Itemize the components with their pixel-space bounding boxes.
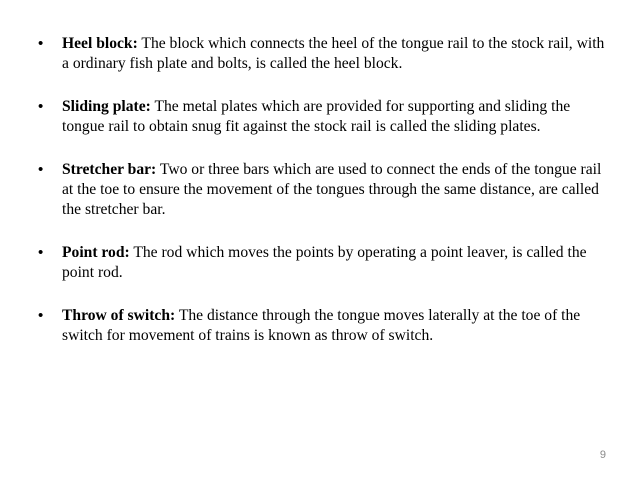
bullet-term: Throw of switch: [62, 307, 176, 324]
bullet-item-heel-block [38, 34, 610, 74]
bullet-item-throw-of-switch [38, 306, 610, 346]
bullet-item-stretcher-bar [38, 160, 610, 220]
bullet-term: Stretcher bar: [62, 161, 157, 178]
bullet-text: The metal plates which are provided for supporting and sliding the tongue rail to obtain snug fit against the stock rail is called the sliding plates. [62, 98, 571, 135]
bullet-icon: • [38, 98, 44, 115]
bullet-icon: • [38, 35, 44, 52]
bullet-term: Sliding plate: [62, 98, 151, 115]
bullet-term: Heel block: [62, 35, 138, 52]
bullet-icon: • [38, 307, 44, 324]
bullet-item-sliding-plate [38, 97, 610, 137]
bullet-text: The block which connects the heel of the tongue rail to the stock rail, with a ordinary fish plate and bolts, is called the heel block. [62, 35, 605, 72]
bullet-term: Point rod: [62, 244, 130, 261]
bullet-icon: • [38, 244, 44, 261]
bullet-item-point-rod [38, 243, 610, 283]
page-number: 9 [599, 449, 606, 461]
bullet-text: The rod which moves the points by operating a point leaver, is called the point rod. [62, 244, 587, 281]
bullet-text: The distance through the tongue moves laterally at the toe of the switch for movement of trains is known as throw of switch. [62, 307, 581, 344]
bullet-list [38, 34, 610, 369]
bullet-text: Two or three bars which are used to connect the ends of the tongue rail at the toe to ensure the movement of the tongues through the same distance, are called the stretcher bar. [62, 161, 602, 218]
bullet-icon: • [38, 161, 44, 178]
